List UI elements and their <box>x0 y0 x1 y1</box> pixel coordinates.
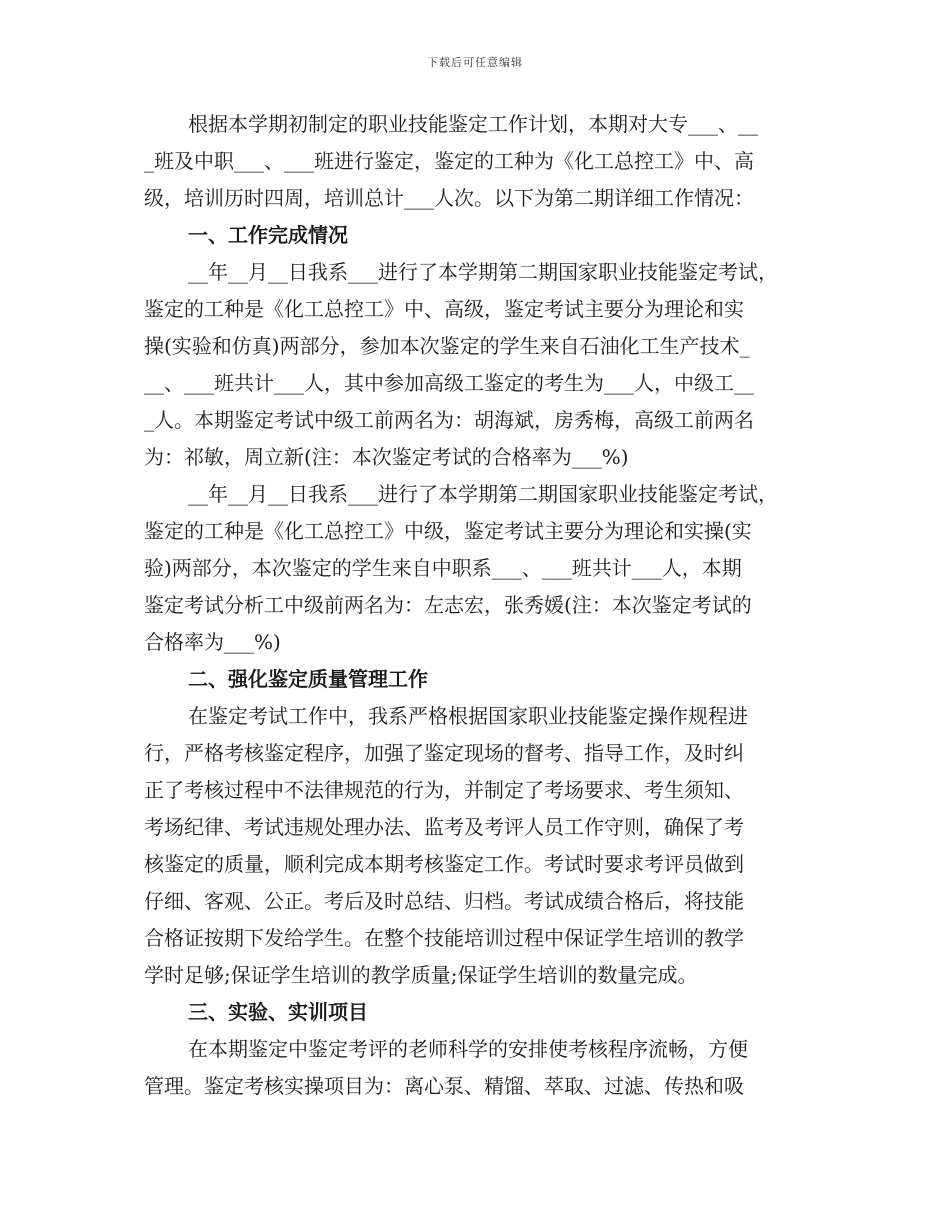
section-heading: 三、实验、实训项目 <box>188 1000 368 1024</box>
paragraph-line: __年__月__日我系___进行了本学期第二期国家职业技能鉴定考试， <box>188 482 778 506</box>
paragraph-line: 考场纪律、考试违规处理办法、监考及考评人员工作守则，确保了考 <box>144 815 744 839</box>
paragraph-line: _人。本期鉴定考试中级工前两名为：胡海斌，房秀梅，高级工前两名 <box>144 408 754 432</box>
paragraph-line: 管理。鉴定考核实操项目为：离心泵、精馏、萃取、过滤、传热和吸 <box>144 1074 744 1098</box>
paragraph-line: _班及中职___、___班进行鉴定，鉴定的工种为《化工总控工》中、高 <box>144 149 754 173</box>
paragraph-line: 合格证按期下发给学生。在整个技能培训过程中保证学生培训的教学 <box>144 926 744 950</box>
paragraph-line: 级，培训历时四周，培训总计___人次。以下为第二期详细工作情况： <box>144 186 754 210</box>
paragraph-line: 操(实验和仿真)两部分，参加本次鉴定的学生来自石油化工生产技术_ <box>144 334 750 358</box>
paragraph-line: __、___班共计___人，其中参加高级工鉴定的考生为___人，中级工__ <box>144 371 754 395</box>
paragraph-line: 根据本学期初制定的职业技能鉴定工作计划，本期对大专___、__ <box>188 112 758 136</box>
paragraph-line: 验)两部分，本次鉴定的学生来自中职系___、___班共计___人，本期 <box>144 556 742 580</box>
paragraph-line: 鉴定的工种是《化工总控工》中级，鉴定考试主要分为理论和实操(实 <box>144 519 752 543</box>
paragraph-line: 正了考核过程中不法律规范的行为，并制定了考场要求、考生须知、 <box>144 778 744 802</box>
paragraph-line: 在鉴定考试工作中，我系严格根据国家职业技能鉴定操作规程进 <box>188 704 748 728</box>
section-heading: 二、强化鉴定质量管理工作 <box>188 667 428 691</box>
paragraph-line: 鉴定考试分析工中级前两名为：左志宏，张秀媛(注：本次鉴定考试的 <box>144 593 752 617</box>
section-heading: 一、工作完成情况 <box>188 223 348 247</box>
document-body <box>144 106 808 1105</box>
page-header: 下载后可任意编辑 <box>427 56 523 69</box>
paragraph-line: 在本期鉴定中鉴定考评的老师科学的安排使考核程序流畅，方便 <box>188 1037 748 1061</box>
paragraph-line: 为：祁敏，周立新(注：本次鉴定考试的合格率为___%) <box>144 445 629 469</box>
paragraph-line: 核鉴定的质量，顺利完成本期考核鉴定工作。考试时要求考评员做到 <box>144 852 744 876</box>
paragraph-line: 行，严格考核鉴定程序，加强了鉴定现场的督考、指导工作，及时纠 <box>144 741 744 765</box>
paragraph-line: 仔细、客观、公正。考后及时总结、归档。考试成绩合格后，将技能 <box>144 889 744 913</box>
paragraph-line: 鉴定的工种是《化工总控工》中、高级，鉴定考试主要分为理论和实 <box>144 297 744 321</box>
paragraph-line: __年__月__日我系___进行了本学期第二期国家职业技能鉴定考试， <box>188 260 778 284</box>
paragraph-line: 学时足够;保证学生培训的教学质量;保证学生培训的数量完成。 <box>144 963 698 987</box>
paragraph-line: 合格率为___%) <box>144 630 281 654</box>
